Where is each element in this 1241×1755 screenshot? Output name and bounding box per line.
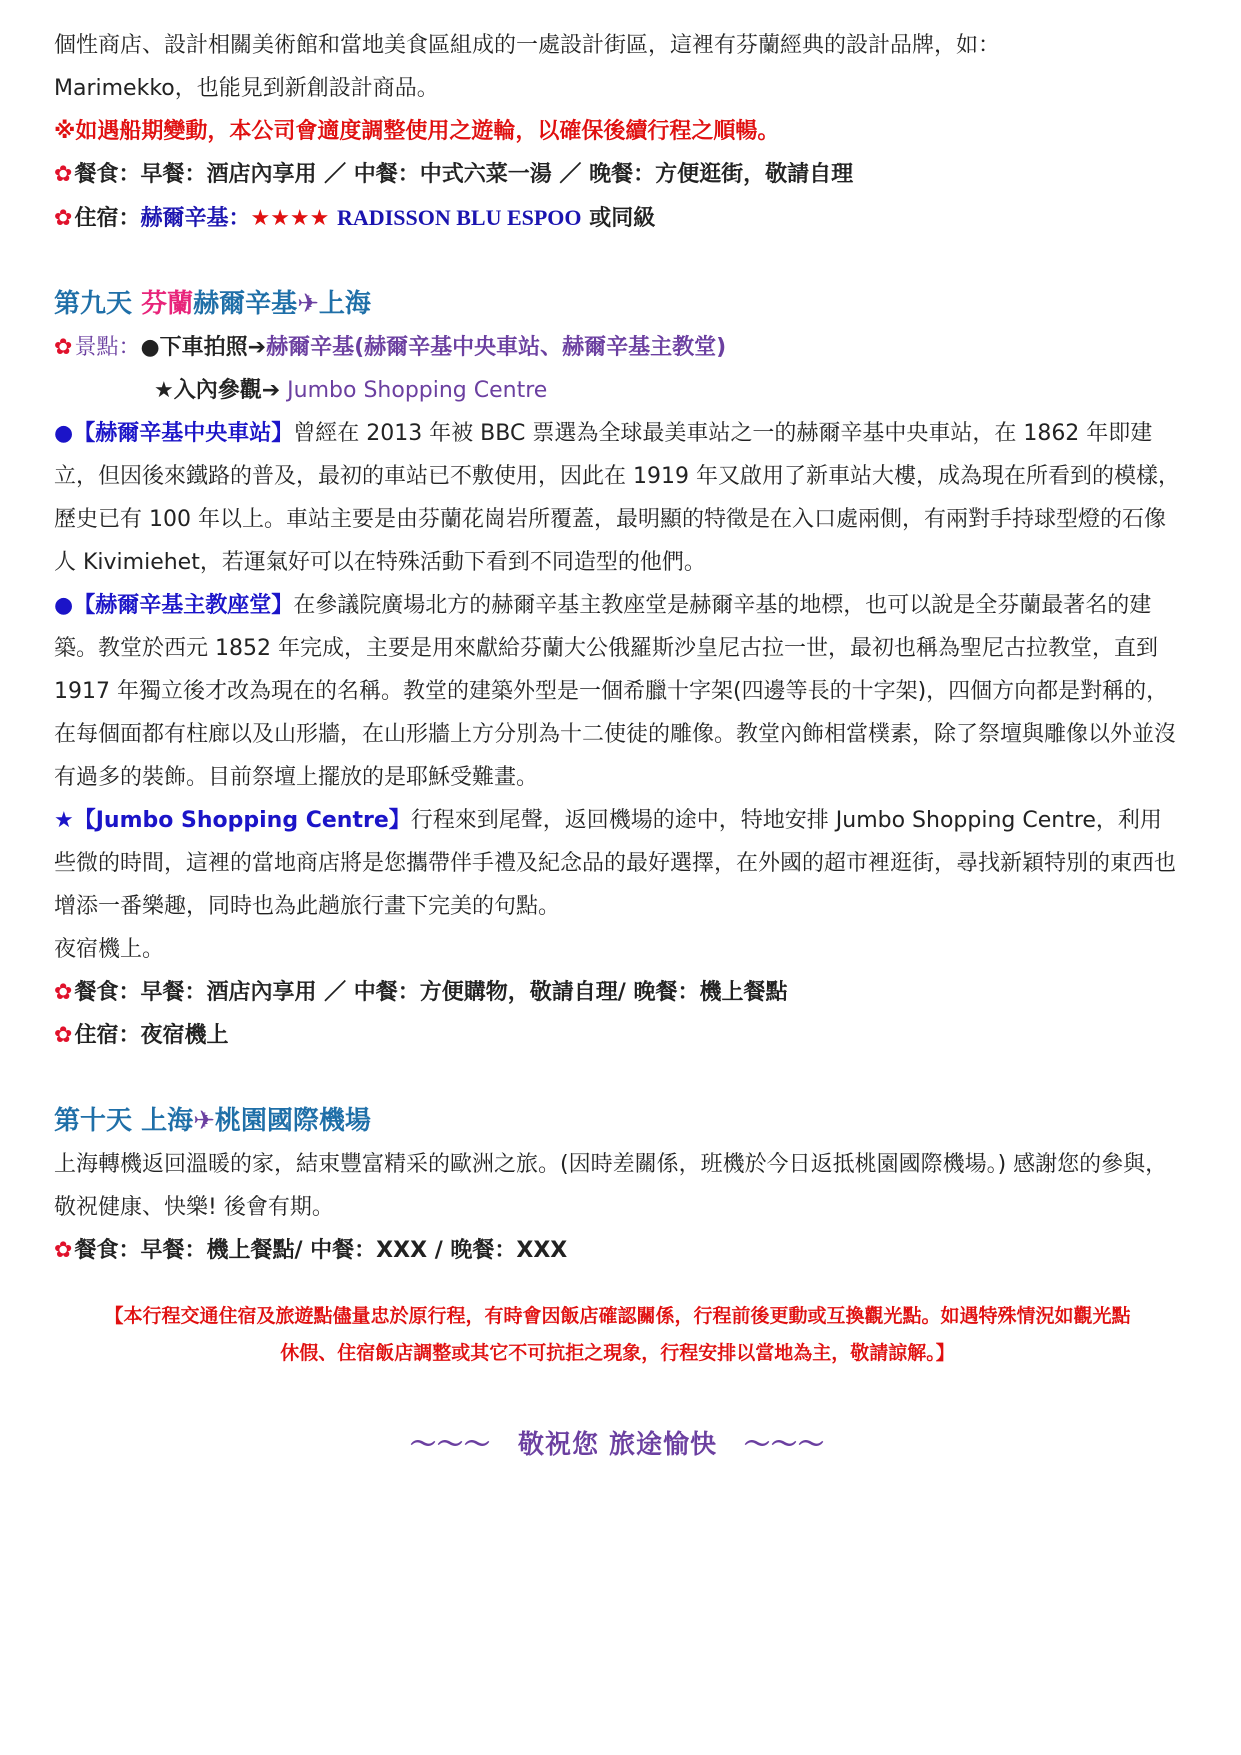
sights-visit-places: Jumbo Shopping Centre [287,378,548,403]
day8-meals [54,153,1181,196]
hotel-label: 住宿： [74,206,141,231]
hotel-text: 夜宿機上 [140,1023,229,1048]
flower-icon: ✿ [54,206,73,231]
day9-section [54,283,1181,1057]
hotel-city: 赫爾辛基： [140,206,251,231]
meals-label: 餐食： [74,1238,141,1263]
airplane-icon: ✈ [297,289,319,319]
day10-title-dest: 桃園國際機場 [214,1106,371,1136]
day9-overnight: 夜宿機上。 [54,937,165,962]
day9-title-prefix: 第九天 [54,289,133,319]
day9-title-city: 赫爾辛基 [193,289,298,319]
station-text: 曾經在 2013 年被 BBC 票選為全球最美車站之一的赫爾辛基中央車站，在 1862 年即建立，但因後來鐵路的普及，最初的車站已不敷使用，因此在 1919 年又啟用了新車站大樓，成為現在所看到的模樣，歷史已有 100 年以上。車站主要是由芬蘭花崗岩所覆蓋，最明顯的特徵是在入口處兩側，有兩對手持球型燈的石像人 Kivimiehet，若運氣好可以在特殊活動下看到不同造型的他們。 [54,421,1180,575]
meals-label: 餐食： [74,980,141,1005]
jumbo-title: ★【Jumbo Shopping Centre】 [54,808,411,833]
day10-title-city: 上海 [141,1106,194,1136]
jumbo-paragraph [54,799,1181,928]
hotel-suffix: 或同級 [589,206,656,231]
airplane-icon: ✈ [193,1106,215,1136]
day9-title-dest: 上海 [318,289,371,319]
flower-icon: ✿ [54,335,73,360]
meals-text: 早餐：機上餐點/ 中餐：XXX / 晚餐：XXX [140,1238,568,1263]
meals-text: 早餐：酒店內享用 ／ 中餐：方便購物，敬請自理/ 晚餐：機上餐點 [140,980,788,1005]
day10-text: 上海轉機返回溫暖的家，結束豐富精采的歐洲之旅。(因時差關係，班機於今日返抵桃園國際機場。) 感謝您的參與，敬祝健康、快樂! 後會有期。 [54,1152,1168,1220]
sights-label: 景點： [74,335,141,360]
day9-title-country: 芬蘭 [141,289,194,319]
cathedral-paragraph [54,584,1181,799]
hotel-stars: ★★★★ [250,206,330,231]
cruise-notice: ※如遇船期變動，本公司會適度調整使用之遊輪，以確保後續行程之順暢。 [54,119,780,144]
day9-hotel [54,1014,1181,1057]
meals-text: 早餐：酒店內享用 ／ 中餐：中式六菜一湯 ／ 晚餐：方便逛街，敬請自理 [140,162,854,187]
day10-title [54,1100,1181,1143]
flower-icon: ✿ [54,980,73,1005]
day8-hotel [54,196,1181,240]
sights-photo-label: ●下車拍照➔ [140,335,267,360]
notice-line-1: 【本行程交通住宿及旅遊點儘量忠於原行程，有時會因飯店確認關係，行程前後更動或互換觀光點。如遇特殊情況如觀光點 [104,1305,1131,1327]
hotel-label: 住宿： [74,1023,141,1048]
day9-sights-visit [54,369,1181,412]
day10-section [54,1100,1181,1272]
footer-notice [54,1298,1181,1372]
hotel-name: RADISSON BLU ESPOO [337,205,582,230]
day10-title-prefix: 第十天 [54,1106,133,1136]
flower-icon: ✿ [54,1238,73,1263]
sights-photo-places: 赫爾辛基(赫爾辛基中央車站、赫爾辛基主教堂) [266,335,727,360]
flower-icon: ✿ [54,1023,73,1048]
cathedral-title: ●【赫爾辛基主教座堂】 [54,593,294,618]
jumbo-text: 行程來到尾聲，返回機場的途中，特地安排 Jumbo Shopping Centre，利用些微的時間，這裡的當地商店將是您攜帶伴手禮及紀念品的最好選擇，在外國的超市裡逛街，尋找新穎特別的東西也增添一番樂趣，同時也為此趟旅行畫下完美的句點。 [54,808,1177,919]
station-paragraph [54,412,1181,584]
closing-greeting: ～～～ 敬祝您 旅途愉快 ～～～ [409,1430,826,1460]
intro-line-1: 個性商店、設計相關美術館和當地美食區組成的一處設計街區，這裡有芬蘭經典的設計品牌，如： [54,33,1001,58]
day9-sights-photo [54,326,1181,369]
meals-label: 餐食： [74,162,141,187]
day9-meals [54,971,1181,1014]
intro-line-2: Marimekko，也能見到新創設計商品。 [54,76,439,101]
day10-meals [54,1229,1181,1272]
cathedral-text: 在參議院廣場北方的赫爾辛基主教座堂是赫爾辛基的地標，也可以說是全芬蘭最著名的建築。教堂於西元 1852 年完成，主要是用來獻給芬蘭大公俄羅斯沙皇尼古拉一世，最初也稱為聖尼古拉教堂，直到 1917 年獨立後才改為現在的名稱。教堂的建築外型是一個希臘十字架(四邊等長的十字架)，四個方向都是對稱的，在每個面都有柱廊以及山形牆，在山形牆上方分別為十二使徒的雕像。教堂內飾相當樸素，除了祭壇與雕像以外並沒有過多的裝飾。目前祭壇上擺放的是耶穌受難畫。 [54,593,1177,790]
notice-line-2: 休假、住宿飯店調整或其它不可抗拒之現象，行程安排以當地為主，敬請諒解。】 [280,1342,955,1364]
day8-tail [54,0,1181,240]
sights-visit-label: ★入內參觀➔ [154,378,281,403]
station-title: ●【赫爾辛基中央車站】 [54,421,294,446]
flower-icon: ✿ [54,162,73,187]
day9-title [54,283,1181,326]
